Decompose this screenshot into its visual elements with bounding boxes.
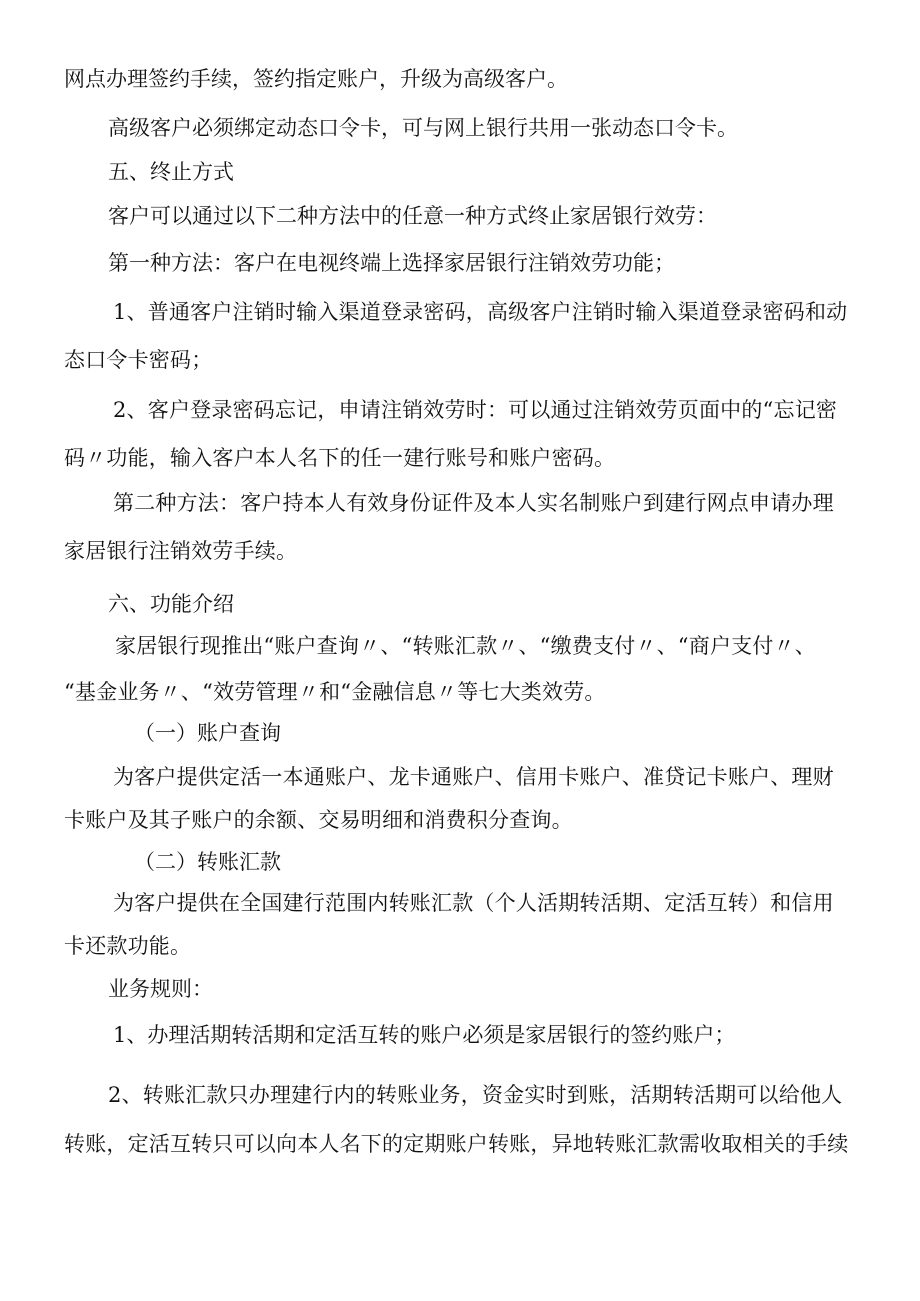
subsection-heading-transfer: （二）转账汇款 xyxy=(134,850,281,874)
body-text-line: 第一种方法：客户在电视终端上选择家居银行注销效劳功能； xyxy=(108,251,675,275)
list-item-text: 2、转账汇款只办理建行内的转账业务，资金实时到账，活期转活期可以给他人 xyxy=(108,1083,843,1107)
body-text-line: 高级客户必须绑定动态口令卡，可与网上银行共用一张动态口令卡。 xyxy=(108,116,738,140)
body-text-line: 客户可以通过以下二种方法中的任意一种方式终止家居银行效劳： xyxy=(108,204,717,228)
list-item-text: 2、客户登录密码忘记，申请注销效劳时：可以通过注销效劳页面中的“忘记密 xyxy=(113,398,838,422)
body-text-line: 网点办理签约手续，签约指定账户，升级为高级客户。 xyxy=(64,67,568,91)
body-text-line: 第二种方法：客户持本人有效身份证件及本人实名制账户到建行网点申请办理 xyxy=(113,491,834,515)
body-text-line: 家居银行注销效劳手续。 xyxy=(64,539,298,563)
list-item-text: 1、办理活期转活期和定活互转的账户必须是家居银行的签约账户； xyxy=(113,1023,736,1047)
body-text-line: 为客户提供定活一本通账户、龙卡通账户、信用卡账户、准贷记卡账户、理财 xyxy=(113,765,834,789)
body-text-line: 卡账户及其子账户的余额、交易明细和消费积分查询。 xyxy=(64,808,573,832)
body-text-line: “基金业务〃、“效劳管理〃和“金融信息〃等七大类效劳。 xyxy=(64,680,606,704)
body-text-line: 家居银行现推出“账户查询〃、“转账汇款〃、“缴费支付〃、“商户支付〃、 xyxy=(115,634,816,658)
body-text-line: 为客户提供在全国建行范围内转账汇款（个人活期转活期、定活互转）和信用 xyxy=(113,891,834,915)
rules-label: 业务规则： xyxy=(108,977,213,1001)
list-item-text: 转账，定活互转只可以向本人名下的定期账户转账，异地转账汇款需收取相关的手续 xyxy=(64,1132,849,1156)
subsection-heading-account-query: （一）账户查询 xyxy=(134,721,281,745)
section-heading-termination: 五、终止方式 xyxy=(108,160,234,184)
list-item-text: 码〃功能，输入客户本人名下的任一建行账号和账户密码。 xyxy=(64,446,616,470)
list-item-text: 态口令卡密码； xyxy=(64,348,213,372)
list-item-text: 1、普通客户注销时输入渠道登录密码，高级客户注销时输入渠道登录密码和动 xyxy=(113,300,848,324)
body-text-line: 卡还款功能。 xyxy=(64,934,192,958)
section-heading-features: 六、功能介绍 xyxy=(108,592,234,616)
